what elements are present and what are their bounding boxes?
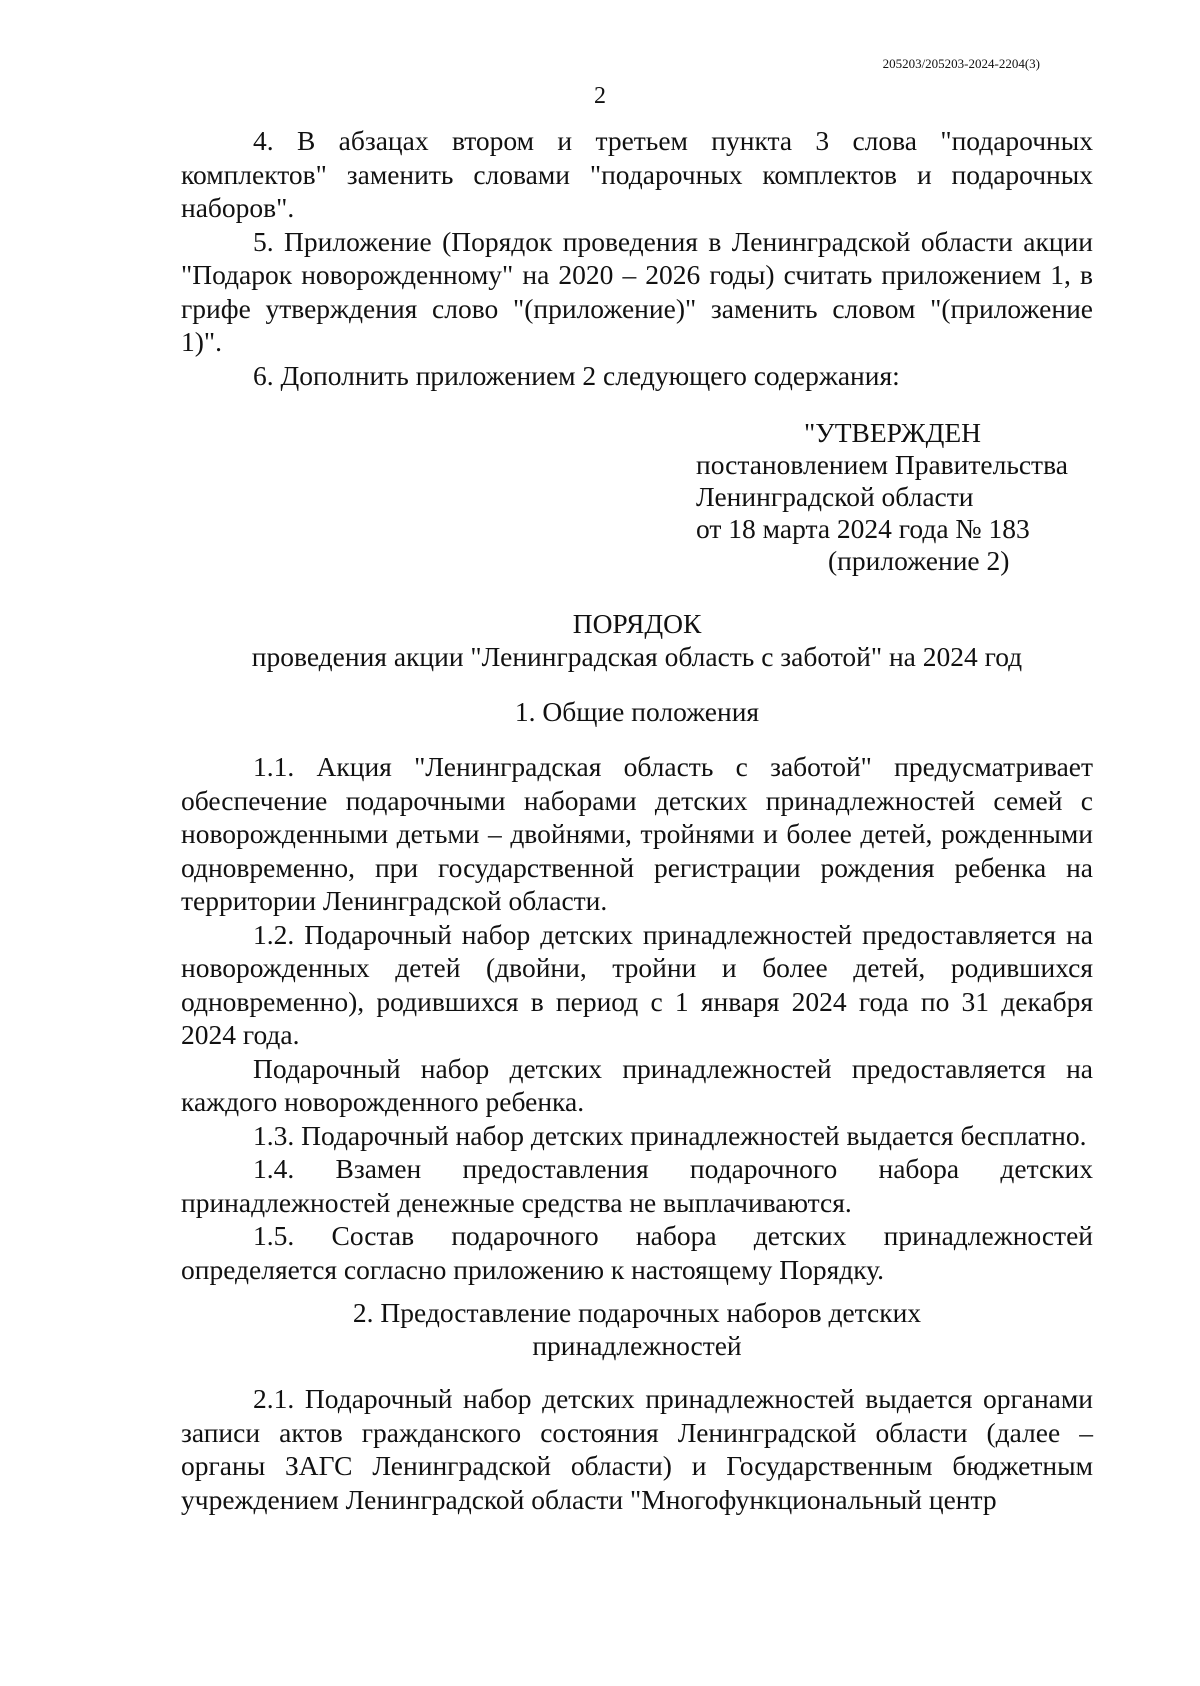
approval-line-4: (приложение 2) bbox=[828, 545, 1010, 576]
paragraph-1-3: 1.3. Подарочный набор детских принадлежностей выдается бесплатно. bbox=[253, 1119, 1087, 1151]
paragraph-1-5: 1.5. Состав подарочного набора детских принадлежностей определяется согласно приложению к настоящему Порядку. bbox=[181, 1220, 1093, 1285]
section-1-heading: 1. Общие положения bbox=[514, 696, 760, 727]
document-id: 205203/205203-2024-2204(3) bbox=[882, 56, 1040, 71]
amendment-5: 5. Приложение (Порядок проведения в Ленинградской области акции "Подарок новорожденному" на 2020 – 2026 годы) считать приложением 1, в грифе утверждения слово "(приложение)" заменить словом "(приложение 1)". bbox=[181, 225, 1093, 357]
page-number: 2 bbox=[594, 83, 606, 109]
approval-line-2: Ленинградской области bbox=[696, 481, 974, 512]
paragraph-1-4: 1.4. Взамен предоставления подарочного набора детских принадлежностей денежные средства не выплачиваются. bbox=[181, 1153, 1093, 1218]
document-title: ПОРЯДОК bbox=[572, 608, 702, 639]
page-body bbox=[181, 124, 1093, 1516]
paragraph-2-1: 2.1. Подарочный набор детских принадлежностей выдается органами записи актов гражданского состояния Ленинградской области (далее – органы ЗАГС Ленинградской области) и Государственным бюджетным учреждением Ленинградской области "Многофункциональный центр bbox=[181, 1383, 1093, 1515]
approval-line-3: от 18 марта 2024 года № 183 bbox=[696, 513, 1030, 544]
section-2-heading-line-1: 2. Предоставление подарочных наборов детских bbox=[352, 1297, 922, 1328]
section-2-heading bbox=[181, 1296, 1093, 1362]
approval-line-1: постановлением Правительства bbox=[696, 449, 1068, 480]
amendment-4: 4. В абзацах втором и третьем пункта 3 слова "подарочных комплектов" заменить словами "подарочных комплектов и подарочных наборов". bbox=[181, 125, 1093, 223]
paragraph-1-2-b: Подарочный набор детских принадлежностей предоставляется на каждого новорожденного ребенка. bbox=[181, 1052, 1093, 1117]
paragraph-1-2: 1.2. Подарочный набор детских принадлежностей предоставляется на новорожденных детей (двойни, тройни и более детей, родившихся одновременно), родившихся в период с 1 января 2024 года по 31 декабря 2024 года. bbox=[181, 918, 1093, 1050]
section-2-heading-line-2: принадлежностей bbox=[532, 1330, 742, 1361]
document-subtitle: проведения акции "Ленинградская область с заботой" на 2024 год bbox=[251, 641, 1023, 672]
approval-title: "УТВЕРЖДЕН bbox=[804, 417, 982, 448]
document-title-block bbox=[181, 607, 1093, 673]
approval-stamp bbox=[696, 417, 1093, 577]
amendment-6: 6. Дополнить приложением 2 следующего содержания: bbox=[253, 359, 900, 391]
paragraph-1-1: 1.1. Акция "Ленинградская область с заботой" предусматривает обеспечение подарочными наборами детских принадлежностей семей с новорожденными детьми – двойнями, тройнями и более детей, рожденными одновременно, при государственной регистрации рождения ребенка на территории Ленинградской области. bbox=[181, 751, 1093, 916]
